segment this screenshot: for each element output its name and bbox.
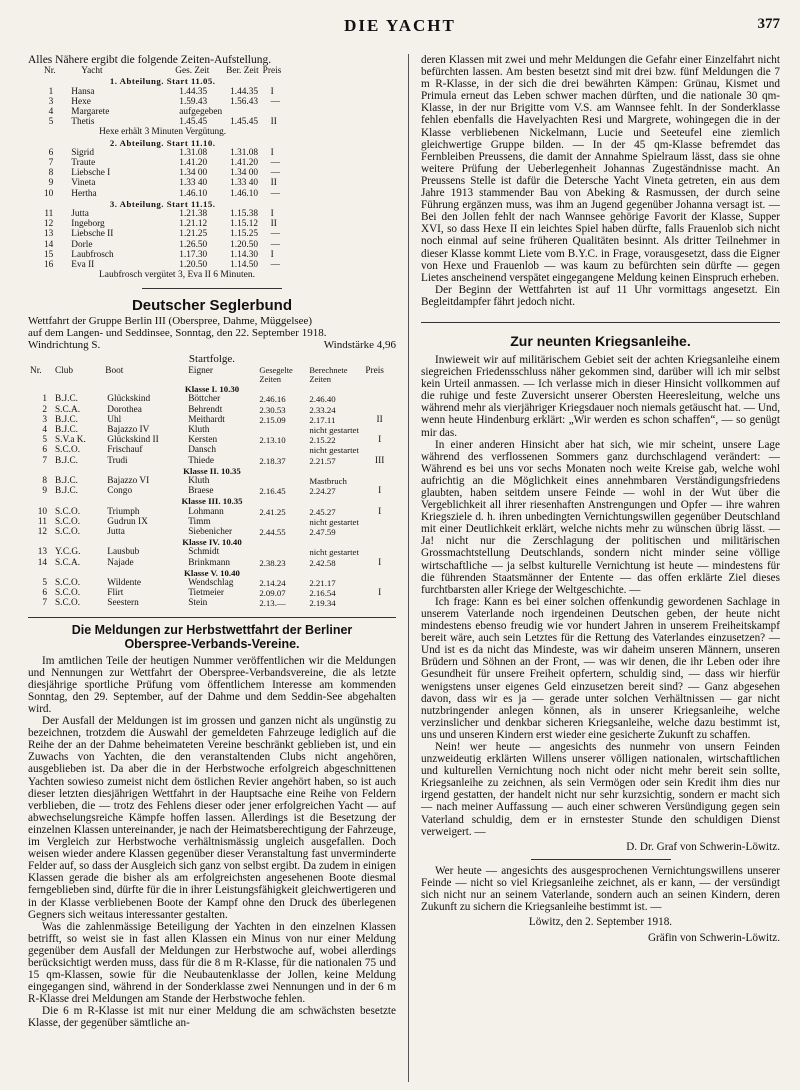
table-cell: I [270, 249, 274, 260]
table-cell: 2 [42, 404, 47, 415]
table-cell: 1.15.25 [230, 229, 259, 240]
table-row [42, 117, 283, 127]
table-cell: Jutta [107, 527, 125, 537]
table-cell [363, 547, 396, 557]
table-header-row [42, 66, 283, 76]
table-cell: — [270, 229, 280, 240]
table-row [42, 209, 283, 219]
table-cell [261, 107, 284, 117]
table-cell [257, 517, 307, 527]
table-cell: Flirt [107, 588, 124, 599]
table-cell: S.V.a K. [54, 435, 86, 446]
table-row [42, 219, 283, 229]
table-cell: Kersten [188, 435, 218, 446]
table-cell: 2.16.54 [309, 588, 336, 599]
table-cell: 2.44.55 [259, 527, 286, 537]
table-cell: Congo [107, 486, 133, 497]
division-heading: 3. Abteilung. Start 11.15. [109, 198, 216, 209]
table-cell [257, 425, 307, 435]
table-cell: Schmidt [188, 547, 220, 558]
divider [421, 322, 780, 323]
table-row [42, 148, 283, 158]
table-cell: S.C.O. [54, 516, 81, 527]
table-cell: Meithardt [188, 414, 225, 425]
table-cell: 5 [48, 117, 54, 128]
table-cell: Frischauf [107, 445, 143, 456]
table-cell: III [375, 455, 385, 466]
table-cell [257, 445, 307, 455]
table-cell: Traute [71, 157, 96, 168]
table-cell: 2.14.24 [259, 578, 286, 589]
table-cell: Hertha [71, 188, 97, 199]
table-row [42, 107, 283, 117]
table-cell: B.J.C. [54, 424, 78, 435]
table-cell: I [270, 208, 274, 219]
table-cell: Jutta [71, 208, 89, 219]
table-row [28, 507, 396, 517]
col-header: Ges. Zeit [175, 66, 210, 77]
table-cell: Thetis [71, 117, 95, 128]
paragraph: deren Klassen mit zwei und mehr Meldungen die Gefahr einer Einzelfahrt nicht befürchten lassen. Am besten besetzt sind mit drei bzw. fünf Meldungen die 7 m R-Klasse, in der sich die drei bewährten Kämpen: Grünau, Kismet und Primula erneut das Leben schwer machen dürften, und die nationale 30 qm-Klasse, in der nur Brigitte vom V.S. am Wannsee fehlt. In der Sonderklasse fehlen ebenfalls die Havelyachten Resi und Margrete, wohingegen die in der Klasse verbliebenen Nickelmann, Lucie und Seeteufel eine ziemlich gleichwertige Gruppe bilden. — In der 45 qm-Klasse befremdet das Fernbleiben Preussens, die damit der Annahme Spielraum lässt, dass sie ohne weitere Prüfung der Ueberlegenheit Johannas Zugeständnisse macht. An Preussens Stelle ist dafür die Detersche Yacht Vineta getreten, ein aus dem Jahre 1913 stammender Bau von Abeking & Rasmussen, der durch seine Führung ergänzen muss, was ihm an Jugend gegenüber Johanna versagt ist. — Bei den Jollen fehlt der nach Wannsee gehörige Favorit der Klasse, Supper XVI, so dass Hexe II ein leichtes Spiel haben dürfte, falls Frauenlob sich nicht noch einmal auf seine früheren Qualitäten besinnt. Als dritter Teilnehmer in dieser Klasse kommt Liete vom B.Y.C. in Frage, vorausgesetzt, dass die Eigner von Hexe und Frauenlob — was kaum zu befürchten sein dürfte — gegen Lietes anscheinend verspätet eingegangene Meldung keinen Einspruch erheben. [421, 54, 780, 284]
table-cell: 1.46.10 [179, 188, 208, 199]
table-cell: Sigrid [71, 147, 95, 158]
table-row [42, 168, 283, 178]
table-cell: 2.15.09 [259, 414, 286, 425]
table-cell: Hansa [71, 86, 95, 97]
table-row [42, 97, 283, 107]
table-cell: Margarete [71, 106, 110, 117]
signature: Gräfin von Schwerin-Löwitz. [647, 932, 780, 945]
table-row [42, 76, 283, 86]
table-cell: 1.33 40 [179, 178, 208, 189]
paragraph: Im amtlichen Teile der heutigen Nummer veröffentlichen wir die Meldungen und Nennungen zur Wettfahrt der Oberspree-Verbandsvereine, die als letzte diesjährige sportliche Prüfung vom öffentlichem Interesse am kommenden Sonntag, den 29. September, auf der Dahme und dem Seddin-See abgehalten wird. [28, 654, 396, 715]
table-cell: S.C.O. [54, 506, 81, 517]
table-cell [257, 476, 307, 486]
col-header: Berechnete Zeiten [309, 365, 348, 385]
place-date: Löwitz, den 2. September 1918. [528, 916, 673, 929]
table-cell: 11 [38, 516, 47, 527]
col-header: Gesegelte Zeiten [259, 365, 293, 385]
wind-strength: Windstärke 4,96 [323, 339, 396, 352]
table-cell: 9 [42, 486, 47, 497]
table-cell: Kluth [188, 475, 210, 486]
paragraph: In einer anderen Hinsicht aber hat sich, wie mir scheint, unsere Lage während des verflossenen Sommers ganz durchschlagend verändert: — Während es bei uns vor sechs Monaten noch weite Kreise gab, welche wohl aufrichtig an die Möglichkeit eines annehmbaren Verständigungsfriedens glaubten, haben seitdem unsere Feinde — wohl in der Wut über die Vergeblichkeit all ihrer riesenhaften Anstrengungen und Opfer — ihre wahren Kriegsziele d. h. ihren unbedingten Vernichtungswillen gegenüber Deutschland mit einer Deutlichkeit erklärt, welche nichts mehr zu wünschen übrig lässt. — Ja! nicht nur die Zerschlagung der politischen und militärischen Grossmachtstellung Deutschlands, sondern nicht minder seine völlige wirtschaftliche — ja selbst kulturelle Vernichtung ist heute — mindestens für die führenden Staatsmänner der Entente — das offen erklärte Ziel dieses furchtbarsten aller Kriege der Weltgeschichte. — [421, 438, 780, 596]
table-cell: 6 [48, 147, 54, 158]
table-row [28, 537, 396, 547]
table-cell: Liebsche I [71, 168, 111, 179]
table-cell: aufgegeben [179, 106, 223, 117]
table-cell: 14 [44, 239, 54, 250]
section-title-meldungen: Die Meldungen zur Herbstwettfahrt der Berliner [71, 622, 353, 637]
table-cell: 2.13.10 [259, 435, 286, 446]
table-cell: Böttcher [188, 394, 221, 405]
table-cell: 1.20.50 [230, 239, 259, 250]
table-cell [363, 425, 396, 435]
table-cell: 2.21.57 [309, 455, 336, 466]
table-cell: 2.19.34 [309, 598, 336, 609]
table-row [28, 476, 396, 486]
table-cell: 1.20.50 [179, 259, 208, 270]
table-cell: Brinkmann [188, 557, 231, 568]
table-cell: Ingeborg [71, 219, 105, 230]
left-column [28, 54, 396, 1082]
table-row [42, 229, 283, 239]
table-cell: 5 [42, 578, 47, 589]
table-row [28, 517, 396, 527]
table-cell: 1.44.35 [230, 86, 259, 97]
table-cell: II [270, 178, 277, 189]
table-cell: I [270, 86, 274, 97]
table-cell: Y.C.G. [54, 547, 81, 558]
table-cell: — [270, 168, 280, 179]
class-heading: Klasse IV. 10.40 [182, 537, 242, 548]
section-subtitle-meldungen: Oberspree-Verbands-Vereine. [124, 636, 300, 651]
table-row [28, 527, 396, 537]
table-cell: 7 [48, 157, 54, 168]
table-cell: 8 [42, 475, 47, 486]
table-cell: nicht gestartet [309, 445, 359, 456]
paragraph: Ich frage: Kann es bei einer solchen offenkundig gewordenen Sachlage in unserem Vaterlande noch irgendeinen Deutschen geben, der heute nicht mindestens ebenso freudig wie vor hundert Jahren in unserem Freiheitskampf bereit wäre, auch sein Letztes für die Rettung des Vaterlandes einzusetzen? — Und ist es da nicht das Mindeste, was wir daheim unseren Männern, unseren Brüdern und Söhnen an der Front, — was wir denen, die ihr Leben oder ihre Gesundheit für unsere Freiheit opfertern, schuldig sind, — dass wir hierfür wenigstens unser eigenes Geld einzusetzen bereit sind? — Ganz abgesehen davon, dass wir es ja — gerade unter solchen Verhältnissen — gar nicht nutzbringender anlegen können, als in unserer Kriegsanleihe, welche verzinslicher und denkbar sicheren Kriegsanleihe, welche dazu bestimmt ist, uns und unseren Kindern erst wieder eine gesicherte Zukunft zu schaffen. [421, 595, 780, 741]
table-cell: 6 [42, 445, 47, 456]
table-cell: 2.24.27 [309, 486, 336, 497]
table-cell: B.J.C. [54, 486, 78, 497]
table-cell: 2.45.27 [309, 506, 336, 517]
table-cell: Najade [107, 557, 134, 568]
table-cell: — [270, 96, 280, 107]
table-cell [224, 107, 261, 117]
class-heading: Klasse III. 10.35 [181, 496, 243, 507]
table-cell: 2.09.07 [259, 588, 286, 599]
dsb-subtitle-2: auf dem Langen- und Seddinsee, Sonntag, den 22. September 1918. [28, 327, 327, 340]
table-row [42, 138, 283, 148]
paragraph: Was die zahlenmässige Beteiligung der Yachten in den einzelnen Klassen betrifft, so weist sie in fast allen Klassen ein Minus von nur einer Meldung gegenüber dem Ausfall der Meldungen zur Herbstwoche auf, wobei allerdings berücksichtigt werden muss, dass für die 8 m R-Klasse, für die nationalen 75 und 15 qm-Klassen, sowie für die Neubautenklasse der Jollen, keine Meldung eingegangen sind, während in der Sonderklasse zwei Nennungen und in der 6 m R-Klasse drei Meldungen am Stande der Herbstwoche fehlen. [28, 920, 396, 1006]
vergutung-note-2: Laubfrosch vergütet 3, Eva II 6 Minuten. [98, 270, 255, 281]
class-heading: Klasse II. 10.35 [183, 465, 241, 476]
table-cell: 1.46.10 [230, 188, 259, 199]
table-cell: Glückskind II [107, 435, 159, 446]
table-cell: Bajazzo VI [107, 475, 150, 486]
table-cell: — [270, 259, 280, 270]
table-cell: I [378, 486, 382, 497]
division-heading: 1. Abteilung. Start 11.05. [109, 76, 216, 87]
division-heading: 2. Abteilung. Start 11.10. [109, 137, 216, 148]
table-cell: 1.45.45 [179, 117, 208, 128]
table-cell: 1.41.20 [179, 157, 208, 168]
table-row [42, 178, 283, 188]
table-cell: 1.31.08 [179, 147, 208, 158]
table-cell: I [270, 147, 274, 158]
table-cell: 5 [42, 435, 47, 446]
table-cell: 1.15.12 [230, 219, 259, 230]
table-cell: 1.34 00 [230, 168, 259, 179]
table-cell: S.C.O. [54, 445, 81, 456]
table-cell: I [378, 506, 382, 517]
section-title-dsb: Deutscher Seglerbund [131, 297, 293, 315]
table-cell: Siebenicher [188, 527, 233, 537]
table-cell: 12 [44, 219, 54, 230]
col-header: Boot [105, 366, 124, 377]
table-cell: Behrendt [188, 404, 223, 415]
table-cell: 1.21.38 [179, 208, 208, 219]
startfolge-table [28, 366, 396, 608]
table-row [28, 405, 396, 415]
col-header: Preis [262, 66, 282, 77]
table-row [28, 496, 396, 506]
table-cell: 1.21.12 [179, 219, 208, 230]
table-row [42, 158, 283, 168]
table-cell: 10 [44, 188, 54, 199]
table-cell: Dansch [188, 445, 217, 456]
table-row [42, 189, 283, 199]
table-cell: II [270, 219, 277, 230]
table-cell: Mastbruch [309, 475, 347, 486]
table-cell [363, 394, 396, 404]
table-cell: S.C.A. [54, 404, 81, 415]
table-cell: Seestern [107, 598, 139, 609]
table-cell: 1 [42, 394, 47, 405]
col-header: Yacht [81, 66, 103, 77]
table-cell: S.C.O. [54, 578, 81, 589]
table-cell: 1.15.38 [230, 208, 259, 219]
page-number: 377 [757, 16, 780, 32]
col-header: Ber. Zeit [226, 66, 259, 77]
table-cell: 2.41.25 [259, 506, 286, 517]
table-cell: 1.34 00 [179, 168, 208, 179]
table-cell: 2.33.24 [309, 404, 336, 415]
table-cell: 12 [37, 527, 47, 537]
table-cell: 11 [44, 208, 54, 219]
table-cell: nicht gestartet [309, 547, 359, 558]
table-cell: 1.14.30 [230, 249, 259, 260]
table-cell [363, 445, 396, 455]
table-cell: Timm [188, 516, 211, 527]
table-cell: Dorothea [107, 404, 142, 415]
table-cell [257, 547, 307, 557]
table-cell: S.C.A. [54, 557, 81, 568]
table-cell: II [270, 117, 277, 128]
table-cell: 1.14.50 [230, 259, 259, 270]
table-row [28, 415, 396, 425]
table-cell [363, 527, 396, 537]
table-cell: B.J.C. [54, 394, 78, 405]
table-cell: 15 [44, 249, 54, 260]
table-header-row [28, 366, 396, 384]
table-cell: 3 [42, 414, 47, 425]
table-cell: Eva II [71, 259, 95, 270]
table-cell: Thiede [188, 455, 215, 466]
table-row [42, 260, 283, 270]
wind-direction: Windrichtung S. [28, 339, 101, 352]
divider [531, 859, 671, 860]
col-header: Club [54, 366, 74, 377]
table-row [28, 598, 396, 608]
table-cell: 1.45.45 [230, 117, 259, 128]
table-cell: nicht gestartet [309, 516, 359, 527]
table-cell: S.C.O. [54, 527, 81, 537]
journal-title: DIE YACHT [344, 16, 456, 35]
right-column [408, 54, 780, 1082]
table-cell: 3 [48, 96, 54, 107]
table-cell [363, 517, 396, 527]
table-cell: Laubfrosch [71, 249, 114, 260]
paragraph: Der Ausfall der Meldungen ist im grossen und ganzen nicht als ungünstig zu bezeichnen, trotzdem die Auswahl der gemeldeten Fahrzeuge lediglich auf die Reihe der an der Dahme beheimateten Vereine beschränkt geblieben ist, und ein Zuwachs von Yachten, die den veranstaltenden Clubs nicht angehören, ausgeblieben ist. Da aber die in der Herbstwoche erfolgreich abgeschnittenen Yachten sowieso zumeist nicht dem östlichen Revier angehört haben, so ist auch dieser letzten diesjährigen Wettfahrt in der Hauptsache eine Reihe von Feldern verblieben, die — trotz des Fehlens dieser oder jener erfolgreichen Yacht — auf abwechselungsreiche Kämpfe hoffen lassen. Allerdings ist die Besetzung der einzelnen Klassen untereinander, je nach der Heimatsberechtigung der Fahrzeuge, im Vergleich zur Herbstwoche verhältnismässig ungleich ausgefallen. Doch weisen wieder andere Klassen gegenüber dieser Veranstaltung fast unverminderte Felder auf, so dass der Ausgleich sich ganz von selbst ergibt. Da zudem in einigen Klassen gerade die bisher als am erfolgreichsten angesehenen Boote diesmal ferngeblieben sind, dürfte für die in ihrer Leistungsfähigkeit gleichwertigeren und in der Klasse verbliebenen Boote der Kampf ohne den Druck des überlegenen Gegners sich weitaus interessanter gestalten. [28, 715, 396, 921]
table-cell: Wendschlag [188, 578, 234, 589]
table-cell: 1.21.25 [179, 229, 208, 240]
table-cell: I [378, 435, 382, 446]
vergutung-note: Hexe erhält 3 Minuten Vergütung. [99, 127, 227, 138]
table-row [28, 435, 396, 445]
table-cell: S.C.O. [54, 598, 81, 609]
table-cell: Stein [188, 598, 208, 609]
page-header [20, 16, 780, 46]
paragraph: Die 6 m R-Klasse ist mit nur einer Meldung die am schwächsten besetzte Klasse, der gegenüber sämtliche an- [28, 1005, 396, 1030]
table-cell: Liebsche II [71, 229, 114, 240]
table-cell: Vineta [71, 178, 96, 189]
table-cell: 2.15.22 [309, 435, 336, 446]
section-title-kriegsanleihe: Zur neunten Kriegsanleihe. [510, 332, 691, 349]
table-cell: — [270, 188, 280, 199]
table-cell: 2.38.23 [259, 557, 286, 568]
table-cell: Hexe [71, 96, 91, 107]
table-cell: Uhl [107, 414, 122, 425]
table-row [28, 588, 396, 598]
table-cell: S.C.O. [54, 588, 81, 599]
table-row [42, 127, 283, 137]
paragraph: Wer heute — angesichts des ausgesprochenen Vernichtungswillens unserer Feinde — nicht so viel Kriegsanleihe zeichnet, als er kann, — der versündigt sich nicht nur an seinem Vaterlande, sondern auch an seinen Kindern, deren Zukunft zu sichern die Kriegsanleihe bestimmt ist. — [421, 864, 780, 913]
table-cell: Lausbub [107, 547, 140, 558]
table-cell: Tietmeier [188, 588, 225, 599]
table-cell: 9 [48, 178, 54, 189]
table-cell: 1.59.43 [179, 96, 208, 107]
wind-info [28, 339, 396, 351]
table-cell: B.J.C. [54, 455, 78, 466]
table-cell: 1.56.43 [230, 96, 259, 107]
table-cell: 6 [42, 588, 47, 599]
table-cell: B.J.C. [54, 414, 78, 425]
table-cell: Wildente [107, 578, 141, 589]
divider [28, 617, 396, 618]
table-cell: 2.42.58 [309, 557, 336, 568]
table-cell: 2.13.— [259, 598, 286, 609]
table-cell [363, 476, 396, 486]
table-row [28, 558, 396, 568]
table-cell [363, 598, 396, 608]
table-cell: 1.33 40 [230, 178, 259, 189]
table-cell: B.J.C. [54, 475, 78, 486]
table-cell: 1.44.35 [179, 86, 208, 97]
table-cell: 7 [42, 455, 47, 466]
col-header: Eigner [188, 366, 213, 377]
table-cell: I [378, 557, 382, 568]
table-row [28, 445, 396, 455]
table-row [42, 87, 283, 97]
table-cell: — [270, 157, 280, 168]
table-cell: 10 [37, 506, 47, 517]
table-cell: 13 [44, 229, 54, 240]
table-row [28, 578, 396, 588]
table-cell: Lohmann [188, 506, 224, 517]
table-cell: I [378, 588, 382, 599]
table-cell: 2.47.59 [309, 527, 336, 537]
table-row [28, 384, 396, 394]
table-cell: 1.41.20 [230, 157, 259, 168]
table-cell: 8 [48, 168, 54, 179]
paragraph: Nein! wer heute — angesichts des nunmehr von unsern Feinden unzweideutig erklärten Willens unserer völligen nationalen, wirtschaftlichen und kulturellen Vernichtung noch nicht oder nicht mehr bereit sein sollte, Kriegsanleihe zu zeichnen, als sein Vermögen oder sein Kredit ihm dies nur irgend gestatten, der handelt nicht nur sehr kurzsichtig, sondern er macht sich — nach meiner Auffassung — auch einer schweren Versündigung gegen sein Vaterland schuldig, dem er in ernstester Stunde den schuldigen Dienst verweigert. — [421, 740, 780, 838]
table-cell: Dorle [71, 239, 93, 250]
divider [142, 288, 282, 289]
table-cell: 1 [48, 86, 54, 97]
table-row [28, 486, 396, 496]
table-cell: Triumph [107, 506, 140, 517]
table-cell [363, 578, 396, 588]
table-cell: 1.17.30 [179, 249, 208, 260]
table-cell: Bajazzo IV [107, 424, 150, 435]
paragraph: Inwieweit wir auf militärischem Gebiet seit der achten Kriegsanleihe einem siegreichen Friedensschluss näher gekommen sind, darüber will ich mir selbst kein Urteil anmassen. — Ich verlasse mich in dieser Hinsicht vollkommen auf die ruhige und feste Zuversicht unserer Obersten Heeresleitung, welche uns während mehr als vierjähriger Kriegsdauer noch niemals getäuscht hat. — Und, wenn heute Hindenburg erklärt: „Wir werden es schon schaffen“, — so genügt mir das. [421, 353, 780, 439]
table-cell: 2.17.11 [309, 414, 336, 425]
results-table [42, 66, 283, 270]
table-cell: 13 [37, 547, 47, 558]
table-cell: 2.21.17 [309, 578, 336, 589]
table-row [28, 425, 396, 435]
table-row [28, 466, 396, 476]
paragraph: Der Beginn der Wettfahrten ist auf 11 Uhr vormittags angesetzt. Ein Begleitdampfer fährt jedoch nicht. [421, 283, 780, 308]
table-cell: 2.46.16 [259, 394, 286, 405]
table-cell: 2.16.45 [259, 486, 286, 497]
col-header: Nr. [44, 66, 56, 77]
table-cell: Kluth [188, 424, 210, 435]
table-cell: 16 [44, 259, 54, 270]
table-row [42, 240, 283, 250]
col-header: Nr. [30, 366, 42, 377]
table-row [28, 394, 396, 404]
table-cell: 14 [37, 557, 47, 568]
class-heading: Klasse I. 10.30 [184, 384, 240, 395]
class-heading: Klasse V. 10.40 [184, 567, 240, 578]
table-cell: 2.18.37 [259, 455, 286, 466]
startfolge-heading: Startfolge. [188, 353, 236, 366]
table-cell: 2.46.40 [309, 394, 336, 405]
table-row [28, 456, 396, 466]
table-cell: Glückskind [107, 394, 151, 405]
table-cell: II [376, 414, 383, 425]
table-cell: — [270, 239, 280, 250]
col-header: Preis [365, 366, 384, 377]
table-cell: 1.26.50 [179, 239, 208, 250]
table-row [28, 568, 396, 578]
table-cell: nicht gestartet [309, 424, 359, 435]
table-cell: Gudrun IX [107, 516, 148, 527]
table-row [42, 199, 283, 209]
table-row [42, 250, 283, 260]
table-row [28, 547, 396, 557]
table-cell: Braese [188, 486, 214, 497]
table-cell: Trudi [107, 455, 128, 466]
results-intro: Alles Nähere ergibt die folgende Zeiten-Aufstellung. [28, 54, 272, 66]
table-cell: 2.30.53 [259, 404, 286, 415]
dsb-subtitle-1: Wettfahrt der Gruppe Berlin III (Oberspree, Dahme, Müggelsee) [28, 315, 313, 328]
table-cell: 4 [42, 424, 47, 435]
table-cell: 7 [42, 598, 47, 609]
table-cell [363, 405, 396, 415]
table-cell: 4 [48, 106, 54, 117]
signature: D. Dr. Graf von Schwerin-Löwitz. [626, 840, 780, 853]
table-cell: 1.31.08 [230, 147, 259, 158]
